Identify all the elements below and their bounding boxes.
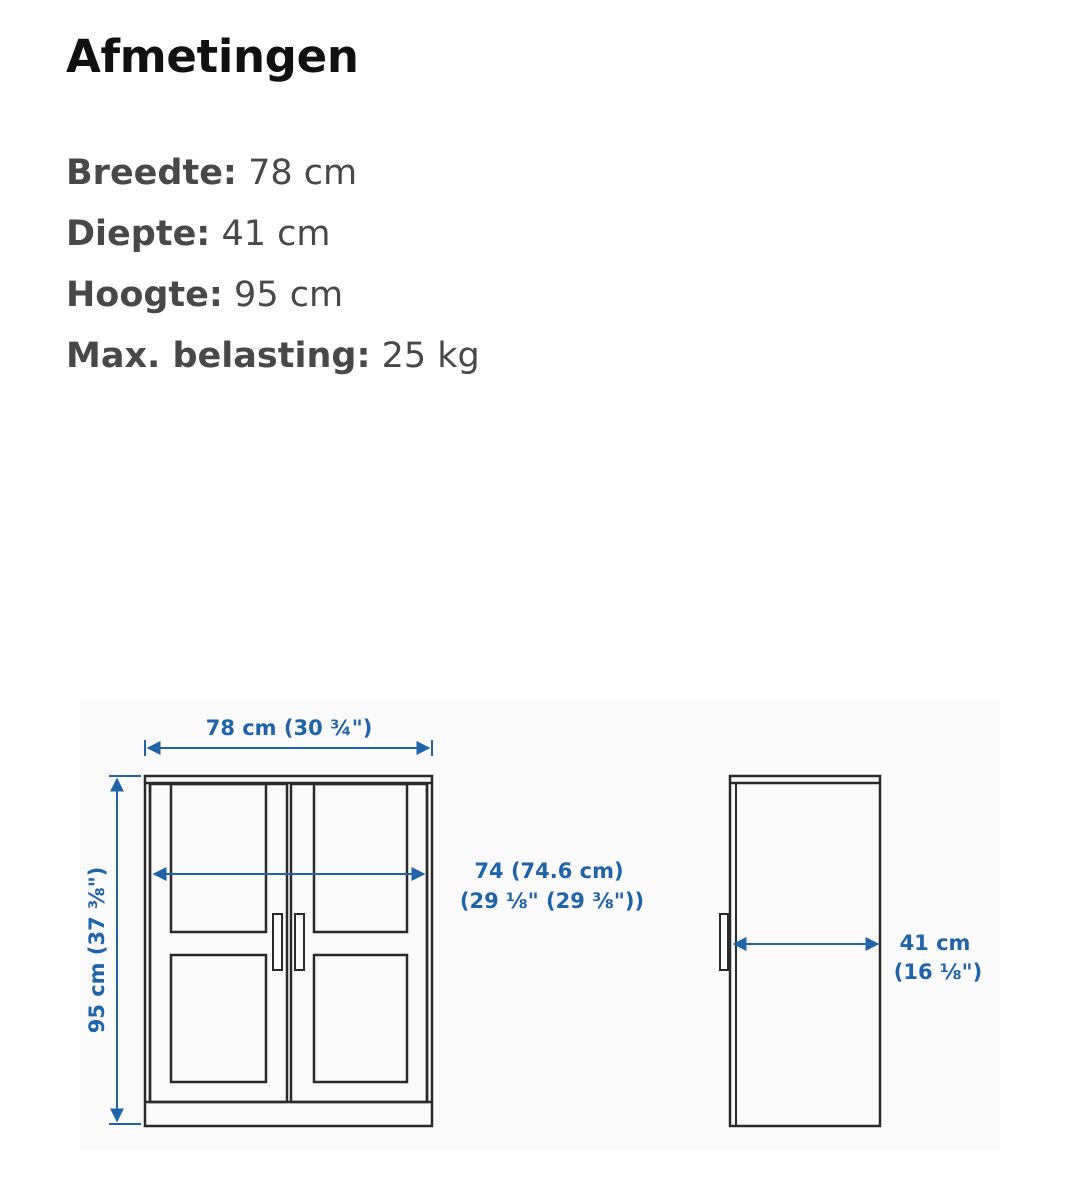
right-door-upper-pane	[314, 784, 407, 932]
spec-depth-label: Diepte:	[66, 214, 211, 254]
left-door-lower-pane	[171, 955, 266, 1082]
cabinet-side-view	[720, 776, 880, 1126]
spec-max-load-label: Max. belasting:	[66, 336, 371, 376]
inner-width-label-line2: (29 ⅛" (29 ⅜"))	[459, 889, 645, 913]
cabinet-outline	[145, 776, 432, 1126]
left-door-upper-pane	[171, 784, 266, 932]
width-dimension-label: 78 cm (30 ¾")	[205, 716, 373, 740]
cabinet-front-view	[145, 776, 432, 1126]
spec-width-value: 78 cm	[248, 153, 358, 193]
spec-width-label: Breedte:	[66, 153, 237, 193]
left-door-handle	[273, 914, 282, 970]
right-door-lower-pane	[314, 955, 407, 1082]
cabinet-side-outline	[730, 776, 880, 1126]
height-dimension-label: 95 cm (37 ⅜")	[85, 866, 109, 1034]
spec-max-load-value: 25 kg	[381, 336, 480, 376]
depth-label-line1: 41 cm	[899, 931, 971, 955]
spec-height-label: Hoogte:	[66, 275, 223, 315]
side-handle	[720, 914, 728, 970]
spec-height-value: 95 cm	[234, 275, 344, 315]
right-door-handle	[295, 914, 304, 970]
spec-depth-value: 41 cm	[221, 214, 331, 254]
page-title: Afmetingen	[66, 30, 359, 83]
inner-width-label-line1: 74 (74.6 cm)	[474, 859, 624, 883]
depth-label-line2: (16 ⅛")	[893, 960, 983, 984]
